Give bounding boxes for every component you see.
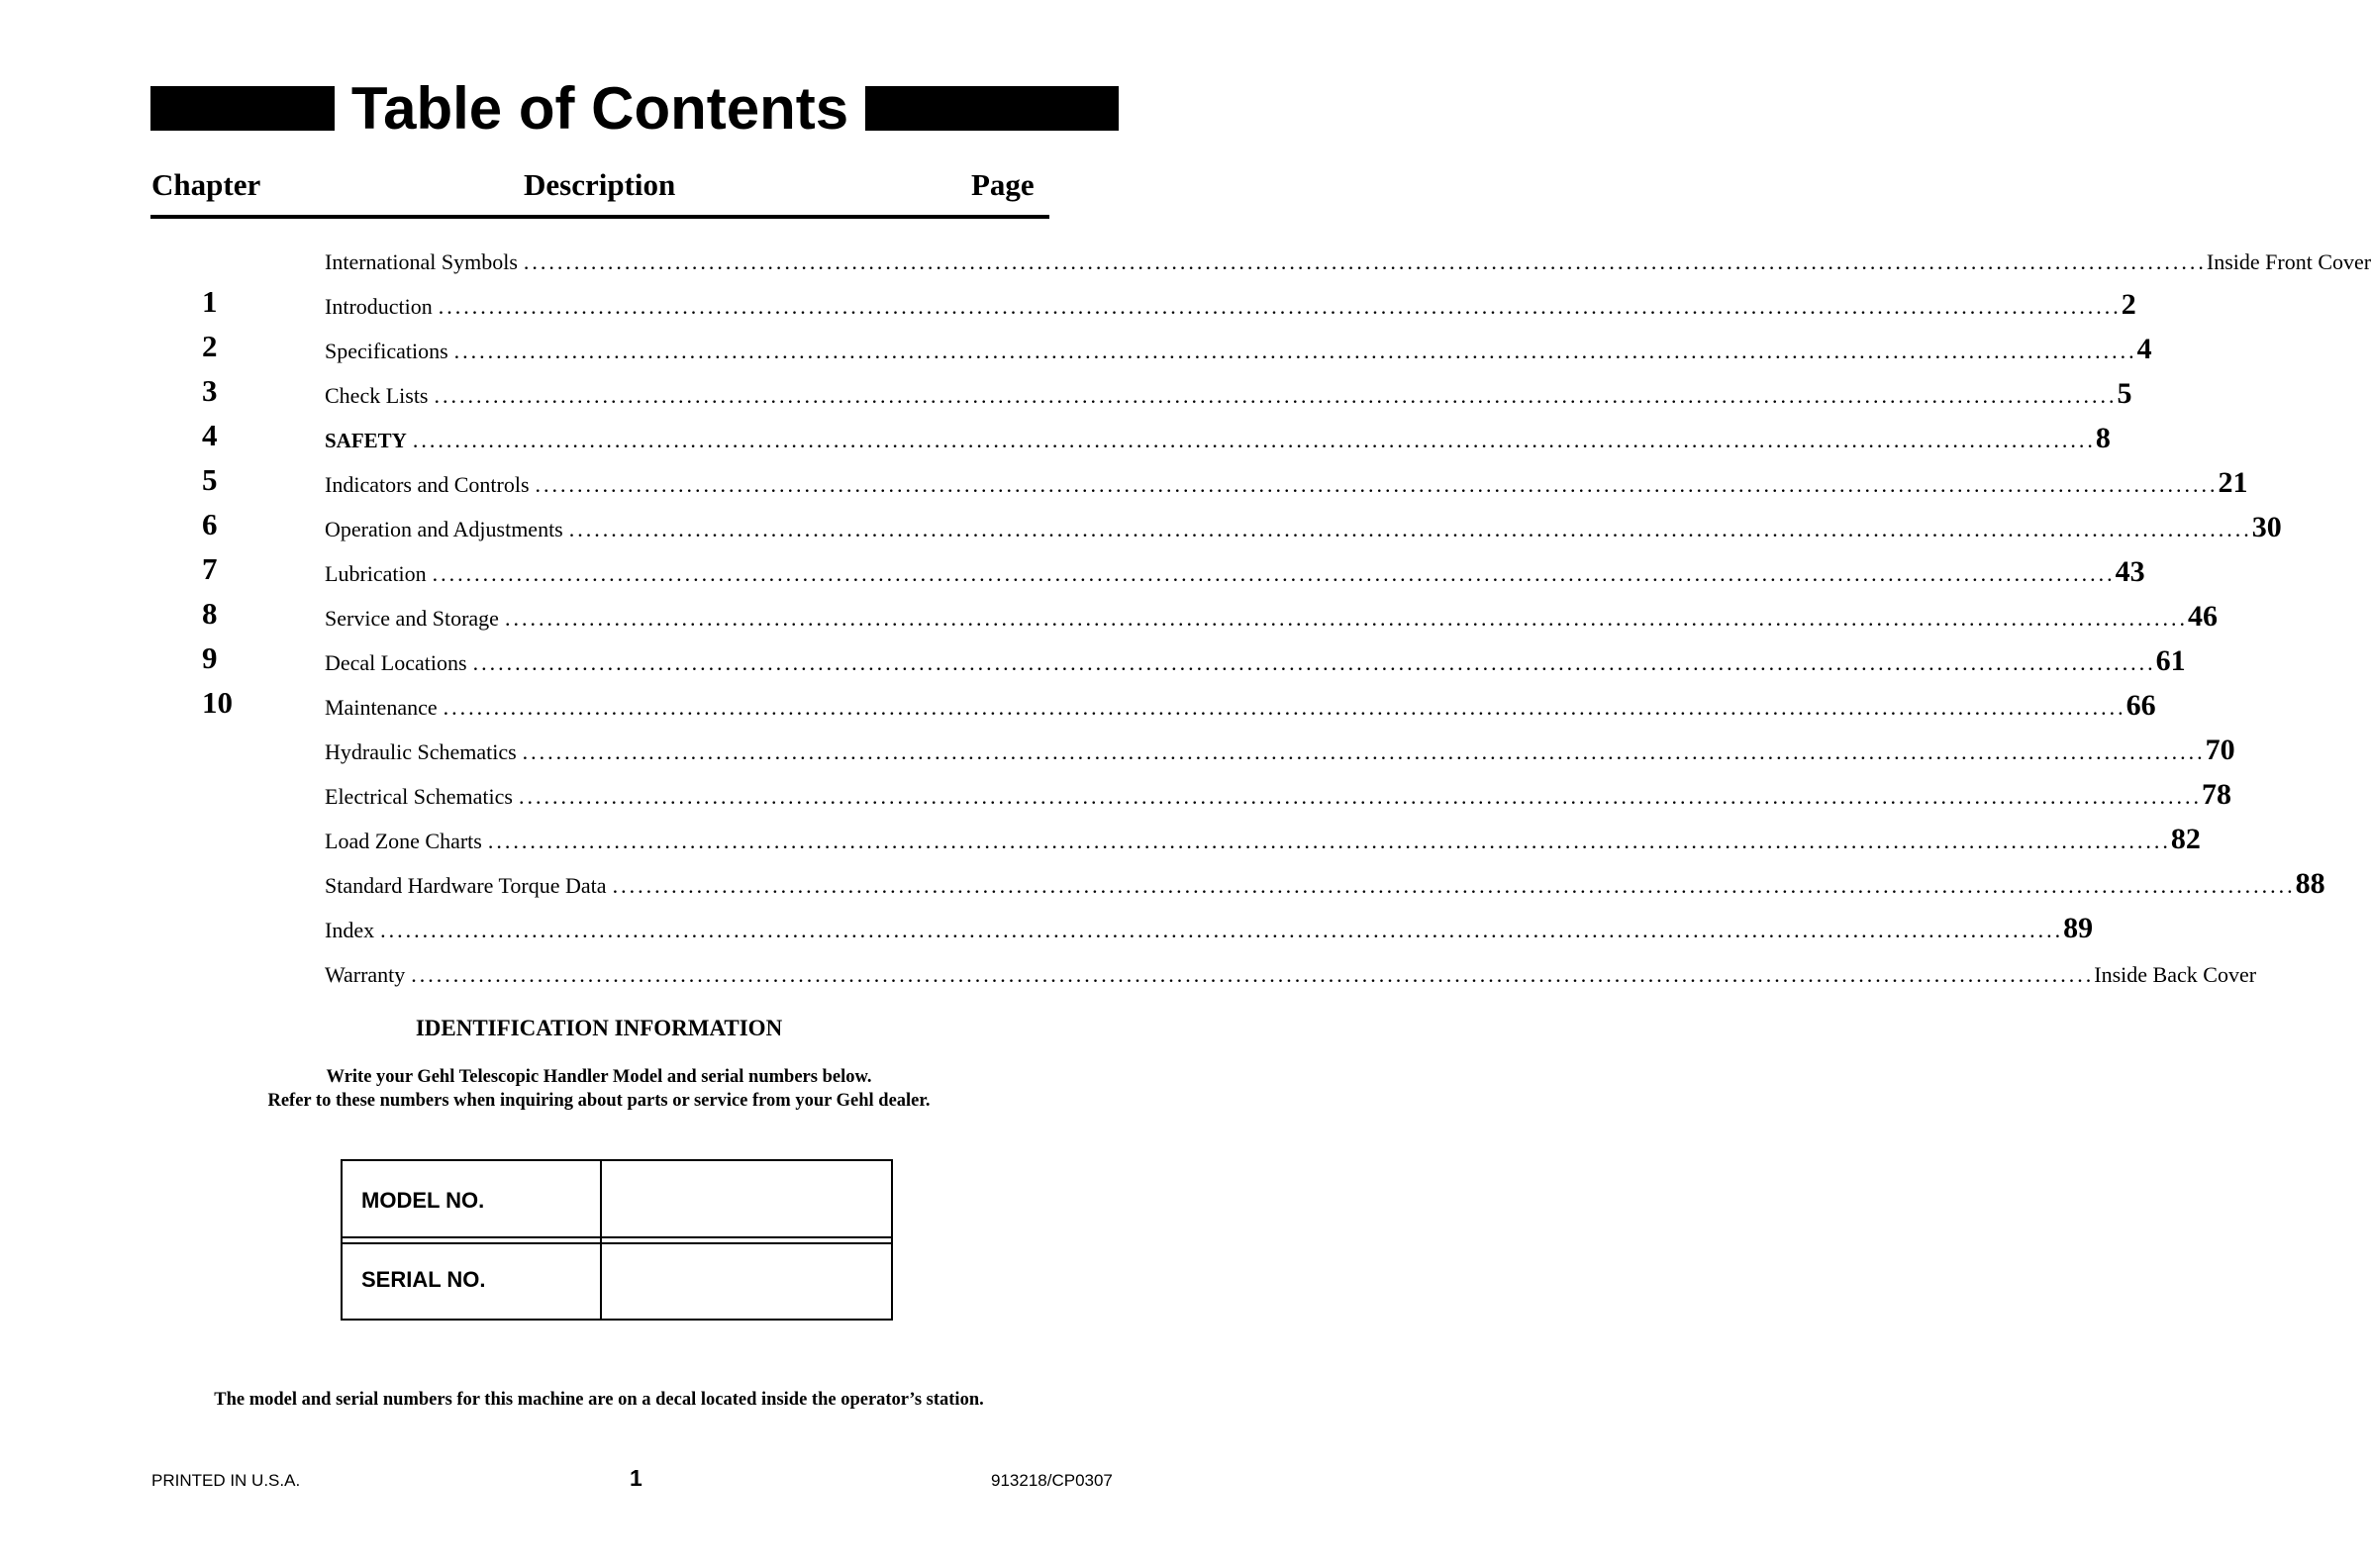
toc-description: Specifications [325,339,448,363]
toc-row[interactable] [0,327,2152,366]
footer-printed-in: PRINTED IN U.S.A. [151,1471,301,1490]
toc-entry [325,238,2371,277]
toc-leader-dots: ........................................................................................................................................................................................................ [522,739,2206,764]
column-header-description: Description [524,167,676,202]
toc-page-number: 30 [2251,511,2282,543]
toc-page-number: 21 [2218,466,2248,499]
toc-description: SAFETY [325,429,407,452]
toc-entry [325,594,2218,634]
toc-entry [325,282,2136,322]
toc-leader-dots: ........................................................................................................................................................................................................ [523,249,2207,274]
toc-leader-dots: ........................................................................................................................................................................................................ [434,383,2118,408]
toc-row[interactable] [0,638,2186,678]
toc-entry [325,817,2201,856]
toc-page-number: 2 [2121,288,2136,321]
toc-page-number: 78 [2201,778,2231,811]
table-divider-horizontal-2 [343,1242,891,1244]
toc-entry [325,638,2186,678]
table-divider-horizontal-1 [343,1236,891,1238]
toc-entry [325,416,2111,455]
toc-description: Electrical Schematics [325,784,513,809]
toc-leader-dots: ........................................................................................................................................................................................................ [535,472,2219,497]
toc-entry [325,772,2231,812]
title-bar-left [150,86,335,131]
toc-page-number: 46 [2187,600,2218,633]
toc-description: Operation and Adjustments [325,517,563,541]
toc-description: Warranty [325,962,406,987]
toc-row[interactable] [0,238,2371,277]
toc-description: Service and Storage [325,606,499,631]
toc-chapter-number: 5 [202,462,218,497]
toc-entry [325,549,2145,589]
toc-page-number: 43 [2115,555,2145,588]
toc-entry [325,906,2094,945]
toc-page-number: Inside Front Cover [2206,249,2371,274]
toc-leader-dots: ........................................................................................................................................................................................................ [438,294,2122,319]
toc-page-number: 88 [2295,867,2325,900]
toc-chapter-number: 1 [202,284,218,319]
toc-description: Maintenance [325,695,438,720]
toc-leader-dots: ........................................................................................................................................................................................................ [432,561,2116,586]
toc-row[interactable] [0,416,2111,455]
toc-entry [325,371,2132,411]
header-rule [150,215,1049,219]
column-header-page: Page [971,167,1035,202]
serial-number-label: SERIAL NO. [361,1267,486,1292]
toc-leader-dots: ........................................................................................................................................................................................................ [412,428,2096,452]
footer-document-number: 913218/CP0307 [991,1471,1113,1490]
page-title: Table of Contents [350,75,849,142]
toc-chapter-number: 9 [202,640,218,675]
toc-page-number: 8 [2095,422,2111,454]
toc-page-number: 89 [2063,912,2094,944]
toc-description: Decal Locations [325,650,467,675]
toc-row[interactable] [0,861,2325,901]
toc-page-number: 70 [2205,734,2235,766]
toc-description: Check Lists [325,383,429,408]
toc-entry [325,950,2257,990]
toc-description: Standard Hardware Torque Data [325,873,607,898]
toc-page-number: 5 [2117,377,2132,410]
toc-row[interactable] [0,950,2257,990]
identification-instruction-1: Write your Gehl Telescopic Handler Model and serial numbers below. [326,1067,872,1087]
title-bar-right [865,86,1119,131]
toc-chapter-number: 6 [202,507,218,541]
toc-description: International Symbols [325,249,518,274]
toc-chapter-number: 10 [202,685,233,720]
toc-page-number: 66 [2125,689,2156,722]
serial-location-note: The model and serial numbers for this machine are on a decal located inside the operator’s station. [214,1390,984,1410]
toc-leader-dots: ........................................................................................................................................................................................................ [568,517,2252,541]
toc-row[interactable] [0,505,2282,544]
toc-leader-dots: ........................................................................................................................................................................................................ [453,339,2137,363]
toc-entry [325,683,2156,723]
toc-description: Lubrication [325,561,427,586]
toc-leader-dots: ........................................................................................................................................................................................................ [443,695,2126,720]
toc-row[interactable] [0,549,2145,589]
table-divider-vertical [600,1161,602,1319]
toc-chapter-number: 3 [202,373,218,408]
identification-instruction-2: Refer to these numbers when inquiring about parts or service from your Gehl dealer. [267,1091,931,1111]
toc-leader-dots: ........................................................................................................................................................................................................ [411,962,2095,987]
toc-row[interactable] [0,460,2248,500]
toc-leader-dots: ........................................................................................................................................................................................................ [612,873,2296,898]
toc-entry [325,728,2235,767]
toc-leader-dots: ........................................................................................................................................................................................................ [380,918,2064,942]
toc-description: Load Zone Charts [325,829,482,853]
toc-entry [325,505,2282,544]
toc-chapter-number: 7 [202,551,218,586]
footer-page-number: 1 [630,1465,642,1491]
toc-leader-dots: ........................................................................................................................................................................................................ [518,784,2202,809]
toc-entry [325,327,2152,366]
toc-chapter-number: 4 [202,418,218,452]
toc-page-number: 82 [2170,823,2201,855]
identification-title: IDENTIFICATION INFORMATION [415,1016,783,1040]
toc-page-number: Inside Back Cover [2094,962,2257,987]
toc-row[interactable] [0,817,2201,856]
column-header-chapter: Chapter [151,167,261,202]
identification-table [341,1159,893,1321]
toc-row[interactable] [0,772,2231,812]
toc-entry [325,861,2325,901]
toc-leader-dots: ........................................................................................................................................................................................................ [487,829,2171,853]
toc-chapter-number: 2 [202,329,218,363]
toc-page-number: 4 [2136,333,2152,365]
toc-entry [325,460,2248,500]
toc-description: Hydraulic Schematics [325,739,517,764]
toc-row[interactable] [0,594,2218,634]
model-number-label: MODEL NO. [361,1188,485,1213]
toc-row[interactable] [0,906,2094,945]
toc-page-number: 61 [2155,644,2186,677]
toc-row[interactable] [0,282,2136,322]
toc-leader-dots: ........................................................................................................................................................................................................ [504,606,2188,631]
toc-description: Index [325,918,375,942]
toc-description: Indicators and Controls [325,472,530,497]
toc-row[interactable] [0,371,2132,411]
toc-row[interactable] [0,683,2156,723]
toc-description: Introduction [325,294,433,319]
toc-chapter-number: 8 [202,596,218,631]
toc-leader-dots: ........................................................................................................................................................................................................ [472,650,2156,675]
toc-row[interactable] [0,728,2235,767]
